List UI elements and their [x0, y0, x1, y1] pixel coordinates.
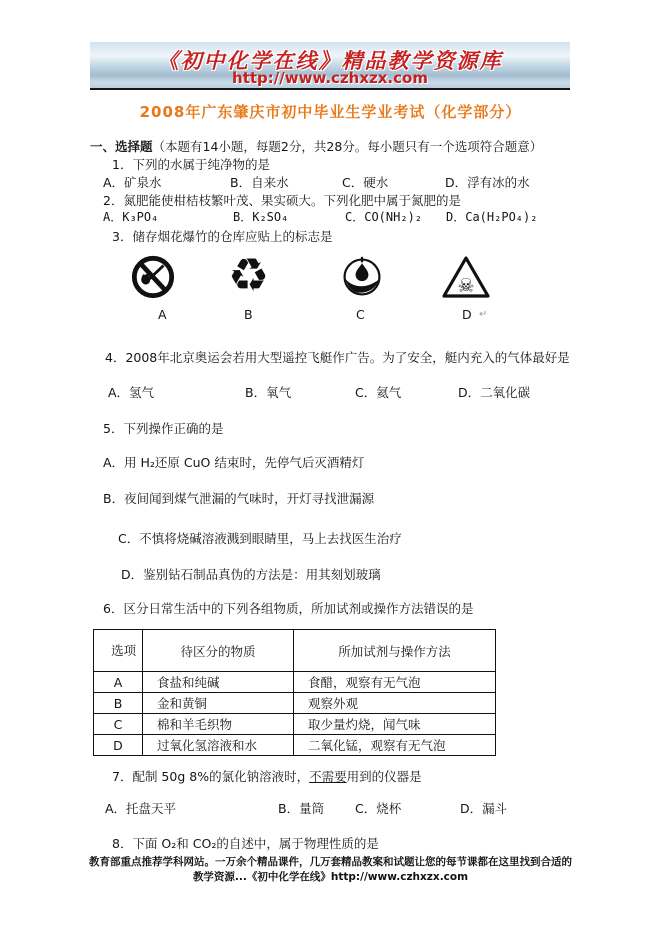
row-a-option: A [94, 672, 143, 693]
svg-text:☠: ☠ [457, 275, 475, 297]
table-row [94, 672, 496, 693]
q4-option-d: D．二氧化碳 [458, 385, 531, 400]
row-b-method: 观察外观 [294, 693, 496, 714]
page-title: 2008年广东肇庆市初中毕业生学业考试（化学部分） [139, 103, 522, 121]
question-1-text: 1．下列的水属于纯净物的是 [112, 157, 270, 172]
question-2-text: 2．氮肥能使柑桔枝繁叶茂、果实硕大。下列化肥中属于氮肥的是 [103, 193, 461, 208]
row-c-method: 取少量灼烧，闻气味 [294, 714, 496, 735]
q2-option-a: A．K₃PO₄ [103, 210, 159, 224]
footer-line-1: 教育部重点推荐学科网站。一万余个精品课件，几万套精品教案和试题让您的每节课都在这里找到合适的 [89, 856, 572, 868]
table-header-row [94, 630, 496, 672]
site-banner [90, 42, 570, 90]
table-header-method: 所加试剂与操作方法 [294, 630, 496, 672]
q7-option-b: B．量筒 [278, 801, 325, 816]
q7-text-underlined: 不需要 [309, 769, 347, 784]
row-d-substances: 过氧化氢溶液和水 [143, 735, 294, 756]
q3-label-d: D [462, 307, 472, 322]
row-c-substances: 棉和羊毛织物 [143, 714, 294, 735]
q7-option-d: D．漏斗 [460, 801, 508, 816]
q5-option-b: B．夜间闻到煤气泄漏的气味时，开灯寻找泄漏源 [103, 491, 375, 506]
q2-option-b: B．K₂SO₄ [233, 210, 289, 224]
question-3-text: 3．储存烟花爆竹的仓库应贴上的标志是 [112, 229, 333, 244]
q1-option-c: C．硬水 [342, 175, 389, 190]
row-a-substances: 食盐和纯碱 [143, 672, 294, 693]
table-row [94, 693, 496, 714]
q7-option-a: A．托盘天平 [105, 801, 177, 816]
table-row [94, 714, 496, 735]
table-header-substances: 待区分的物质 [143, 630, 294, 672]
water-saving-icon [340, 253, 384, 301]
row-a-method: 食醋，观察有无气泡 [294, 672, 496, 693]
toxic-hazard-icon [442, 255, 490, 299]
question-4-text: 4．2008年北京奥运会若用大型遥控飞艇作广告。为了安全，艇内充入的气体最好是 [105, 350, 570, 365]
table-row [94, 735, 496, 756]
q1-option-a: A．矿泉水 [103, 175, 162, 190]
no-open-flame-icon [130, 253, 176, 301]
question-6-table [93, 629, 496, 756]
question-8-text: 8．下面 O₂和 CO₂的自述中，属于物理性质的是 [112, 836, 379, 851]
q1-option-d: D．浮有冰的水 [445, 175, 530, 190]
q3-label-a: A [158, 307, 167, 322]
q4-option-b: B．氧气 [245, 385, 292, 400]
q2-option-d: D．Ca(H₂PO₄)₂ [446, 210, 538, 224]
q3-label-b: B [244, 307, 253, 322]
row-d-option: D [94, 735, 143, 756]
banner-slogan: 《初中化学在线》精品教学资源库 [157, 49, 503, 73]
q3-label-c: C [356, 307, 365, 322]
section-heading-line [90, 138, 542, 155]
q7-option-c: C．烧杯 [355, 801, 402, 816]
q5-option-c: C．不慎将烧碱溶液溅到眼睛里，马上去找医生治疗 [118, 531, 402, 546]
q4-option-a: A．氢气 [108, 385, 155, 400]
q7-text-post: 用到的仪器是 [346, 769, 422, 784]
row-c-option: C [94, 714, 143, 735]
q1-option-b: B．自来水 [230, 175, 289, 190]
q5-option-d: D．鉴别钻石制品真伪的方法是：用其刻划玻璃 [121, 567, 381, 582]
question-6-text: 6．区分日常生活中的下列各组物质，所加试剂或操作方法错误的是 [103, 601, 474, 616]
footer-url-link[interactable]: http://www.czhxzx.com [330, 871, 469, 883]
q4-option-c: C．氦气 [355, 385, 402, 400]
row-b-option: B [94, 693, 143, 714]
section-description: （本题有14小题，每题2分，共28分。每小题只有一个选项符合题意） [152, 139, 543, 154]
question-5-text: 5．下列操作正确的是 [103, 421, 224, 436]
recycle-icon: ♻ [228, 248, 270, 302]
table-header-option: 选项 [94, 630, 143, 672]
row-b-substances: 金和黄铜 [143, 693, 294, 714]
q7-text-pre: 7．配制 50g 8%的氯化钠溶液时， [112, 769, 310, 784]
footer-line-2-text: 教学资源...《初中化学在线》 [192, 871, 331, 883]
question-7-text [112, 768, 422, 785]
section-heading: 一、选择题 [90, 139, 153, 154]
q5-option-a: A．用 H₂还原 CuO 结束时，先停气后灭酒精灯 [103, 455, 365, 470]
row-d-method: 二氧化锰，观察有无气泡 [294, 735, 496, 756]
footer-line-2 [0, 870, 661, 884]
banner-url-link[interactable]: http://www.czhxzx.com [232, 69, 428, 87]
q2-option-c: C．CO(NH₂)₂ [345, 210, 423, 224]
paragraph-return-mark: ↵ [479, 309, 488, 320]
